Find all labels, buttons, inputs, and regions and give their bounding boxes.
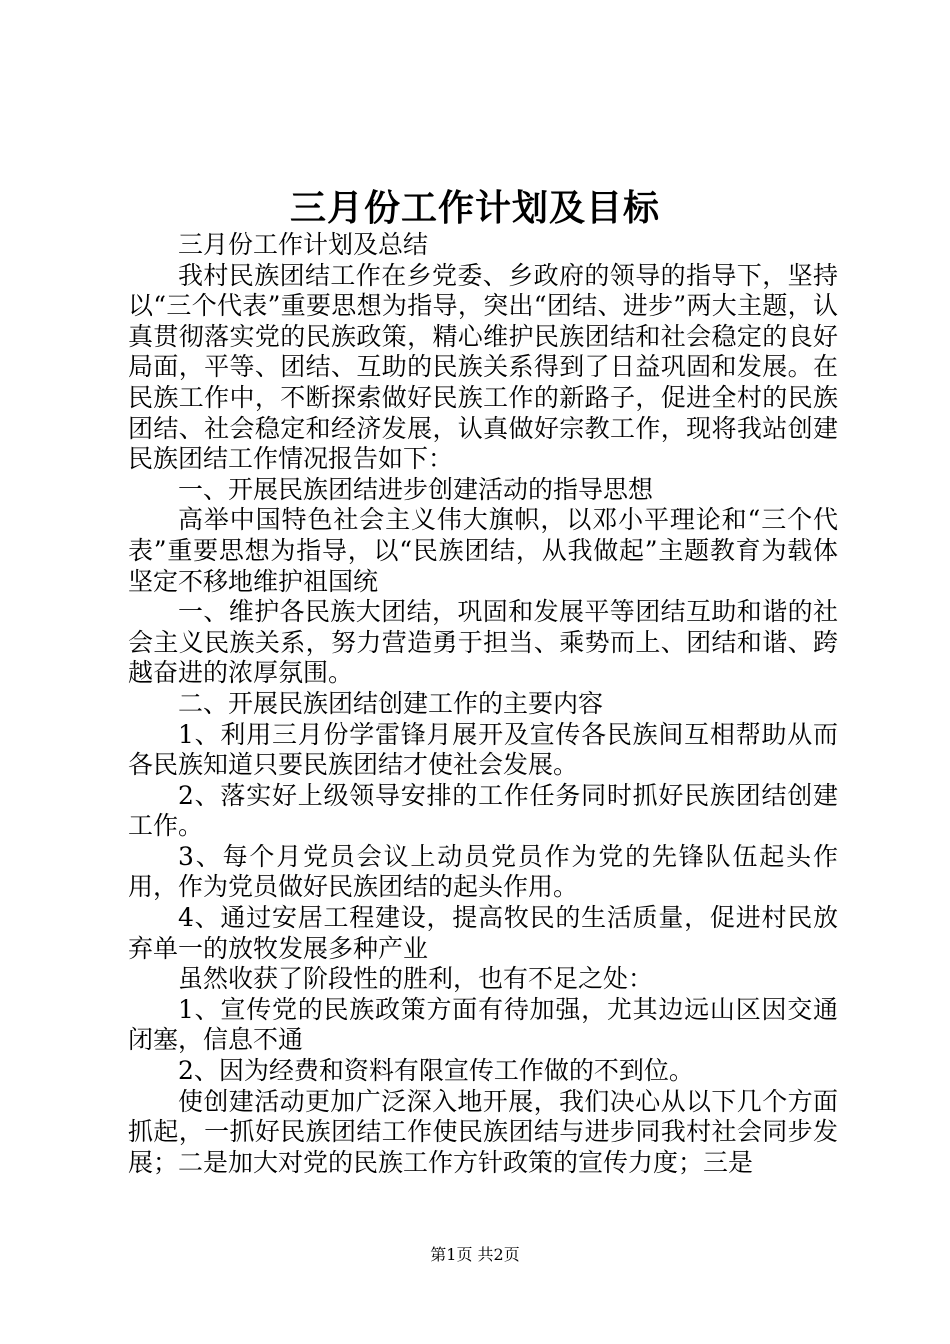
- paragraph: 4、通过安居工程建设，提高牧民的生活质量，促进村民放弃单一的放牧发展多种产业: [128, 903, 838, 963]
- paragraph: 使创建活动更加广泛深入地开展，我们决心从以下几个方面抓起，一抓好民族团结工作使民族团结与进步同我村社会同步发展；二是加大对党的民族工作方针政策的宣传力度；三是: [128, 1086, 838, 1177]
- paragraph: 2、因为经费和资料有限宣传工作做的不到位。: [178, 1056, 694, 1086]
- paragraph: 3、每个月党员会议上动员党员作为党的先锋队伍起头作用，作为党员做好民族团结的起头作用。: [128, 841, 838, 902]
- document-title: 三月份工作计划及目标: [289, 187, 660, 229]
- paragraph: 二、开展民族团结创建工作的主要内容: [178, 688, 604, 718]
- paragraph: 我村民族团结工作在乡党委、乡政府的领导的指导下，坚持以“三个代表”重要思想为指导，突出“团结、进步”两大主题，认真贯彻落实党的民族政策，精心维护民族团结和社会稳定的良好局面，平等、团结、互助的民族关系得到了日益巩固和发展。在民族工作中，不断探索做好民族工作的新路子，促进全村的民族团结、社会稳定和经济发展，认真做好宗教工作，现将我站创建民族团结工作情况报告如下：: [128, 260, 838, 474]
- paragraph: 1、利用三月份学雷锋月展开及宣传各民族间互相帮助从而各民族知道只要民族团结才使社会发展。: [128, 719, 838, 780]
- paragraph: 2、落实好上级领导安排的工作任务同时抓好民族团结创建工作。: [128, 780, 838, 841]
- paragraph: 三月份工作计划及总结: [178, 230, 429, 259]
- paragraph: 一、维护各民族大团结，巩固和发展平等团结互助和谐的社会主义民族关系，努力营造勇于担当、乘势而上、团结和谐、跨越奋进的浓厚氛围。: [128, 597, 838, 688]
- paragraph: 高举中国特色社会主义伟大旗帜，以邓小平理论和“三个代表”重要思想为指导，以“民族团结，从我做起”主题教育为载体坚定不移地维护祖国统: [128, 505, 838, 596]
- paragraph: 1、宣传党的民族政策方面有待加强，尤其边远山区因交通闭塞，信息不通: [128, 994, 838, 1055]
- paragraph: 一、开展民族团结进步创建活动的指导思想: [178, 474, 654, 504]
- page-footer: 第1页 共2页: [430, 1245, 520, 1264]
- document-body: [128, 230, 838, 1178]
- paragraph: 虽然收获了阶段性的胜利，也有不足之处：: [178, 964, 654, 994]
